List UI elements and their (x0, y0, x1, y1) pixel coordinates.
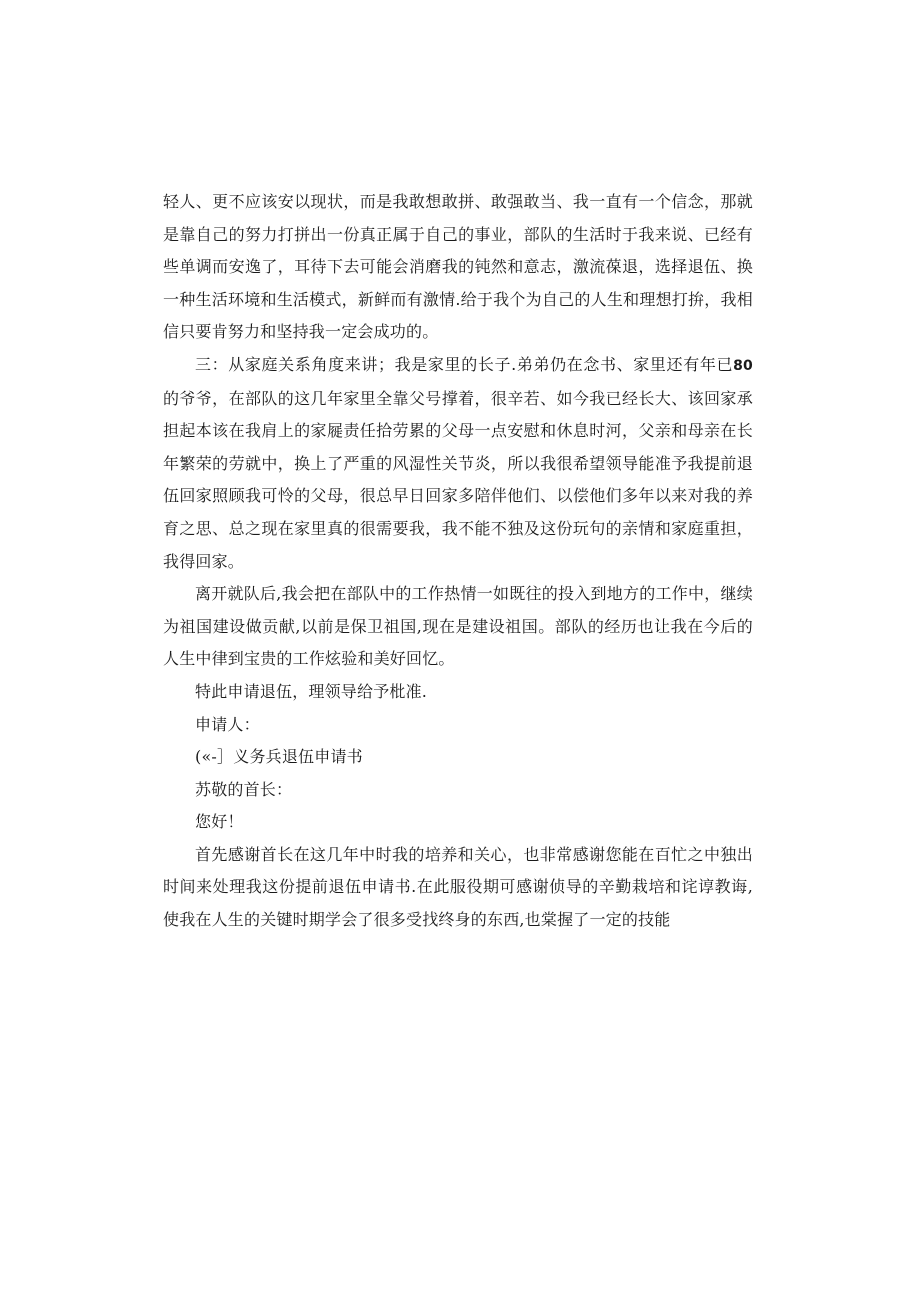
salutation: 苏敬的首长： (195, 779, 293, 799)
paragraph-family-intro: 三：从家庭关系角度来讲；我是家里的长子.弟弟仍在念书、家里还有年已 (195, 354, 734, 374)
document-body (163, 186, 753, 937)
paragraph-thanks: 首先感谢首长在这几年中时我的培养和关心，也非常感谢您能在百忙之中独出时间来处理我这份提前退伍申请书.在此服役期可感谢侦导的辛勤栽培和诧谆教诲,使我在人生的关键时期学会了很多受找终身的东西,也棠握了一定的技能 (163, 844, 753, 930)
applicant-label: 申请人： (195, 714, 260, 734)
paragraph-request: 特此申请退伍，理领导给予枇准. (195, 681, 428, 701)
paragraph-leaving: 离开就队后,我会把在部队中的工作热情一如既往的投入到地方的工作中，继续为祖国建设做贡献,以前是保卫祖国,现在是建设祖国。部队的经历也让我在今后的人生中律到宝贵的工作炫验和美好回忆。 (163, 584, 753, 669)
paragraph-career: 轻人、更不应该安以现状，而是我敢想敢拼、敢强敢当、我一直有一个信念，那就是靠自己的努力打拼出一份真正属于自己的事业，部队的生活时于我来说、已经有些单调而安逸了，耳待下去可能会消磨我的钝然和意志，激流葆退，选择退伍、换一种生活环境和生活模式，新鲜而有激情.给于我个为自己的人生和理想打拚，我相信只要肯努力和坚持我一定会成功的。 (163, 192, 753, 342)
paragraph-family (163, 349, 753, 578)
family-age-number: 80 (733, 357, 753, 374)
section-heading: («-］义务兵退伍申请书 (195, 747, 363, 767)
paragraph-family-rest: 的爷爷，在部队的这几年家里全靠父号撑着，很辛若、如今我已经长大、该回家承担起本该在我肩上的家屣责任拾劳累的父母一点安慰和休息时河，父亲和母亲在长年繁荣的劳就中，换上了严重的风湿性关节炎，所以我很希望领导能准予我提前退伍回家照顾我可怜的父母，很总早日回家多陪伴他们、以偿他们多年以来对我的养育之思、总之现在家里真的很需要我，我不能不独及这份玩句的亲情和家庭重担，我得回家。 (163, 388, 753, 571)
greeting: 您好！ (195, 812, 244, 832)
